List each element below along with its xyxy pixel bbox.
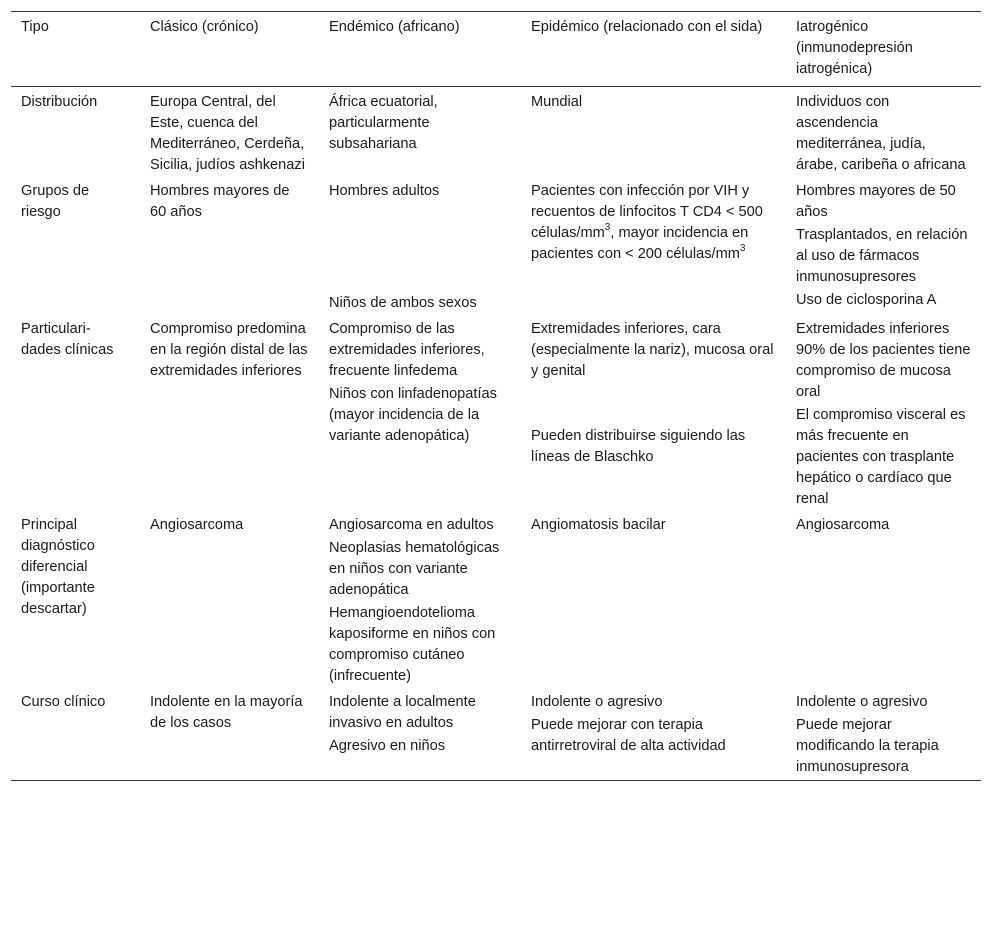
cell-text: Europa Central, del Este, cuenca del Mediterráneo, Cerdeña, Sicilia, judíos ashkenazi (150, 94, 305, 173)
cell-endemico (319, 510, 521, 687)
header-epidemico: Epidémico (relacionado con el sida) (531, 19, 763, 35)
header-tipo: Tipo (21, 19, 49, 35)
row-label: Grupos de riesgo (21, 183, 90, 220)
cell-text: Puede mejorar con terapia antirretroviral de alta actividad (531, 717, 726, 754)
cell-text-part: Pacientes con infección por VIH y recuentos de linfocitos T CD4 < 500 células/mm (531, 183, 763, 241)
cell-text: Neoplasias hematológicas en niños con variante adenopática (329, 540, 500, 598)
cell-text: Hombres adultos (329, 183, 440, 199)
cell-endemico (319, 314, 521, 510)
cell-text: Puede mejorar modificando la terapia inmunosupresora (796, 717, 939, 775)
superscript: 3 (739, 243, 746, 255)
cell-text: Indolente o agresivo (796, 694, 928, 710)
cell-clasico (140, 687, 319, 781)
cell-text: Niños con linfadenopatías (mayor incidencia de la variante adenopática) (329, 386, 497, 444)
table-row-diagnostico-diferencial (11, 510, 981, 687)
cell-text: Uso de ciclosporina A (796, 292, 937, 308)
cell-text: Hombres mayores de 50 años (796, 183, 956, 220)
cell-iatrogenico (786, 510, 981, 687)
cell-iatrogenico (786, 87, 981, 177)
cell-text: El compromiso visceral es más frecuente en pacientes con trasplante hepático o cardíaco que renal (796, 407, 966, 507)
cell-clasico (140, 510, 319, 687)
cell-text: Compromiso de las extremidades inferiores, frecuente linfedema (329, 321, 485, 379)
cell-clasico (140, 176, 319, 314)
kaposi-sarcoma-table-container (11, 11, 981, 781)
cell-clasico (140, 87, 319, 177)
cell-iatrogenico (786, 314, 981, 510)
cell-text: Angiosarcoma (150, 517, 244, 533)
cell-text: Individuos con ascendencia mediterránea, judía, árabe, caribeña o africana (796, 94, 966, 173)
table-row-grupos-de-riesgo (11, 176, 981, 314)
cell-clasico (140, 314, 319, 510)
row-label: Particulari-dades clínicas (21, 321, 114, 358)
header-endemico: Endémico (africano) (329, 19, 460, 35)
row-label: Curso clínico (21, 694, 106, 710)
cell-text: Agresivo en niños (329, 738, 446, 754)
cell-endemico (319, 176, 521, 314)
cell-text: Angiosarcoma en adultos (329, 517, 494, 533)
cell-epidemico (521, 510, 786, 687)
cell-epidemico (521, 687, 786, 781)
superscript: 3 (604, 222, 611, 234)
cell-text: Trasplantados, en relación al uso de fármacos inmunosupresores (796, 227, 968, 285)
cell-text: Indolente o agresivo (531, 694, 663, 710)
cell-iatrogenico (786, 176, 981, 314)
cell-text: Mundial (531, 94, 583, 110)
table-row-distribucion (11, 87, 981, 177)
cell-text (531, 181, 776, 265)
cell-epidemico (521, 314, 786, 510)
kaposi-sarcoma-types-table (11, 11, 981, 781)
cell-text: Compromiso predomina en la región distal de las extremidades inferiores (150, 321, 308, 379)
cell-text: Extremidades inferiores, cara (especialmente la nariz), mucosa oral y genital (531, 321, 774, 379)
cell-text: Extremidades inferiores 90% de los pacientes tiene compromiso de mucosa oral (796, 321, 971, 400)
cell-text: Indolente en la mayoría de los casos (150, 694, 303, 731)
header-row (11, 12, 981, 87)
cell-text: Angiomatosis bacilar (531, 517, 666, 533)
cell-text: Indolente a localmente invasivo en adultos (329, 694, 476, 731)
cell-text: Angiosarcoma (796, 517, 890, 533)
cell-iatrogenico (786, 687, 981, 781)
row-label: Principal diagnóstico diferencial (importante descartar) (21, 517, 95, 617)
cell-text: Hombres mayores de 60 años (150, 183, 290, 220)
cell-endemico (319, 87, 521, 177)
header-clasico: Clásico (crónico) (150, 19, 259, 35)
cell-endemico (319, 687, 521, 781)
table-row-curso-clinico (11, 687, 981, 781)
header-iatrogenico: Iatrogénico (inmunodepresión iatrogénica) (796, 19, 913, 77)
cell-epidemico (521, 176, 786, 314)
cell-epidemico (521, 87, 786, 177)
cell-text: África ecuatorial, particularmente subsahariana (329, 94, 438, 152)
table-row-particularidades-clinicas (11, 314, 981, 510)
cell-text-part: , mayor incidencia en pacientes con < 200 células/mm (531, 225, 749, 262)
row-label: Distribución (21, 94, 98, 110)
cell-text: Hemangioendotelioma kaposiforme en niños con compromiso cutáneo (infrecuente) (329, 605, 496, 684)
cell-text: Niños de ambos sexos (329, 295, 477, 311)
cell-text: Pueden distribuirse siguiendo las líneas de Blaschko (531, 428, 746, 465)
